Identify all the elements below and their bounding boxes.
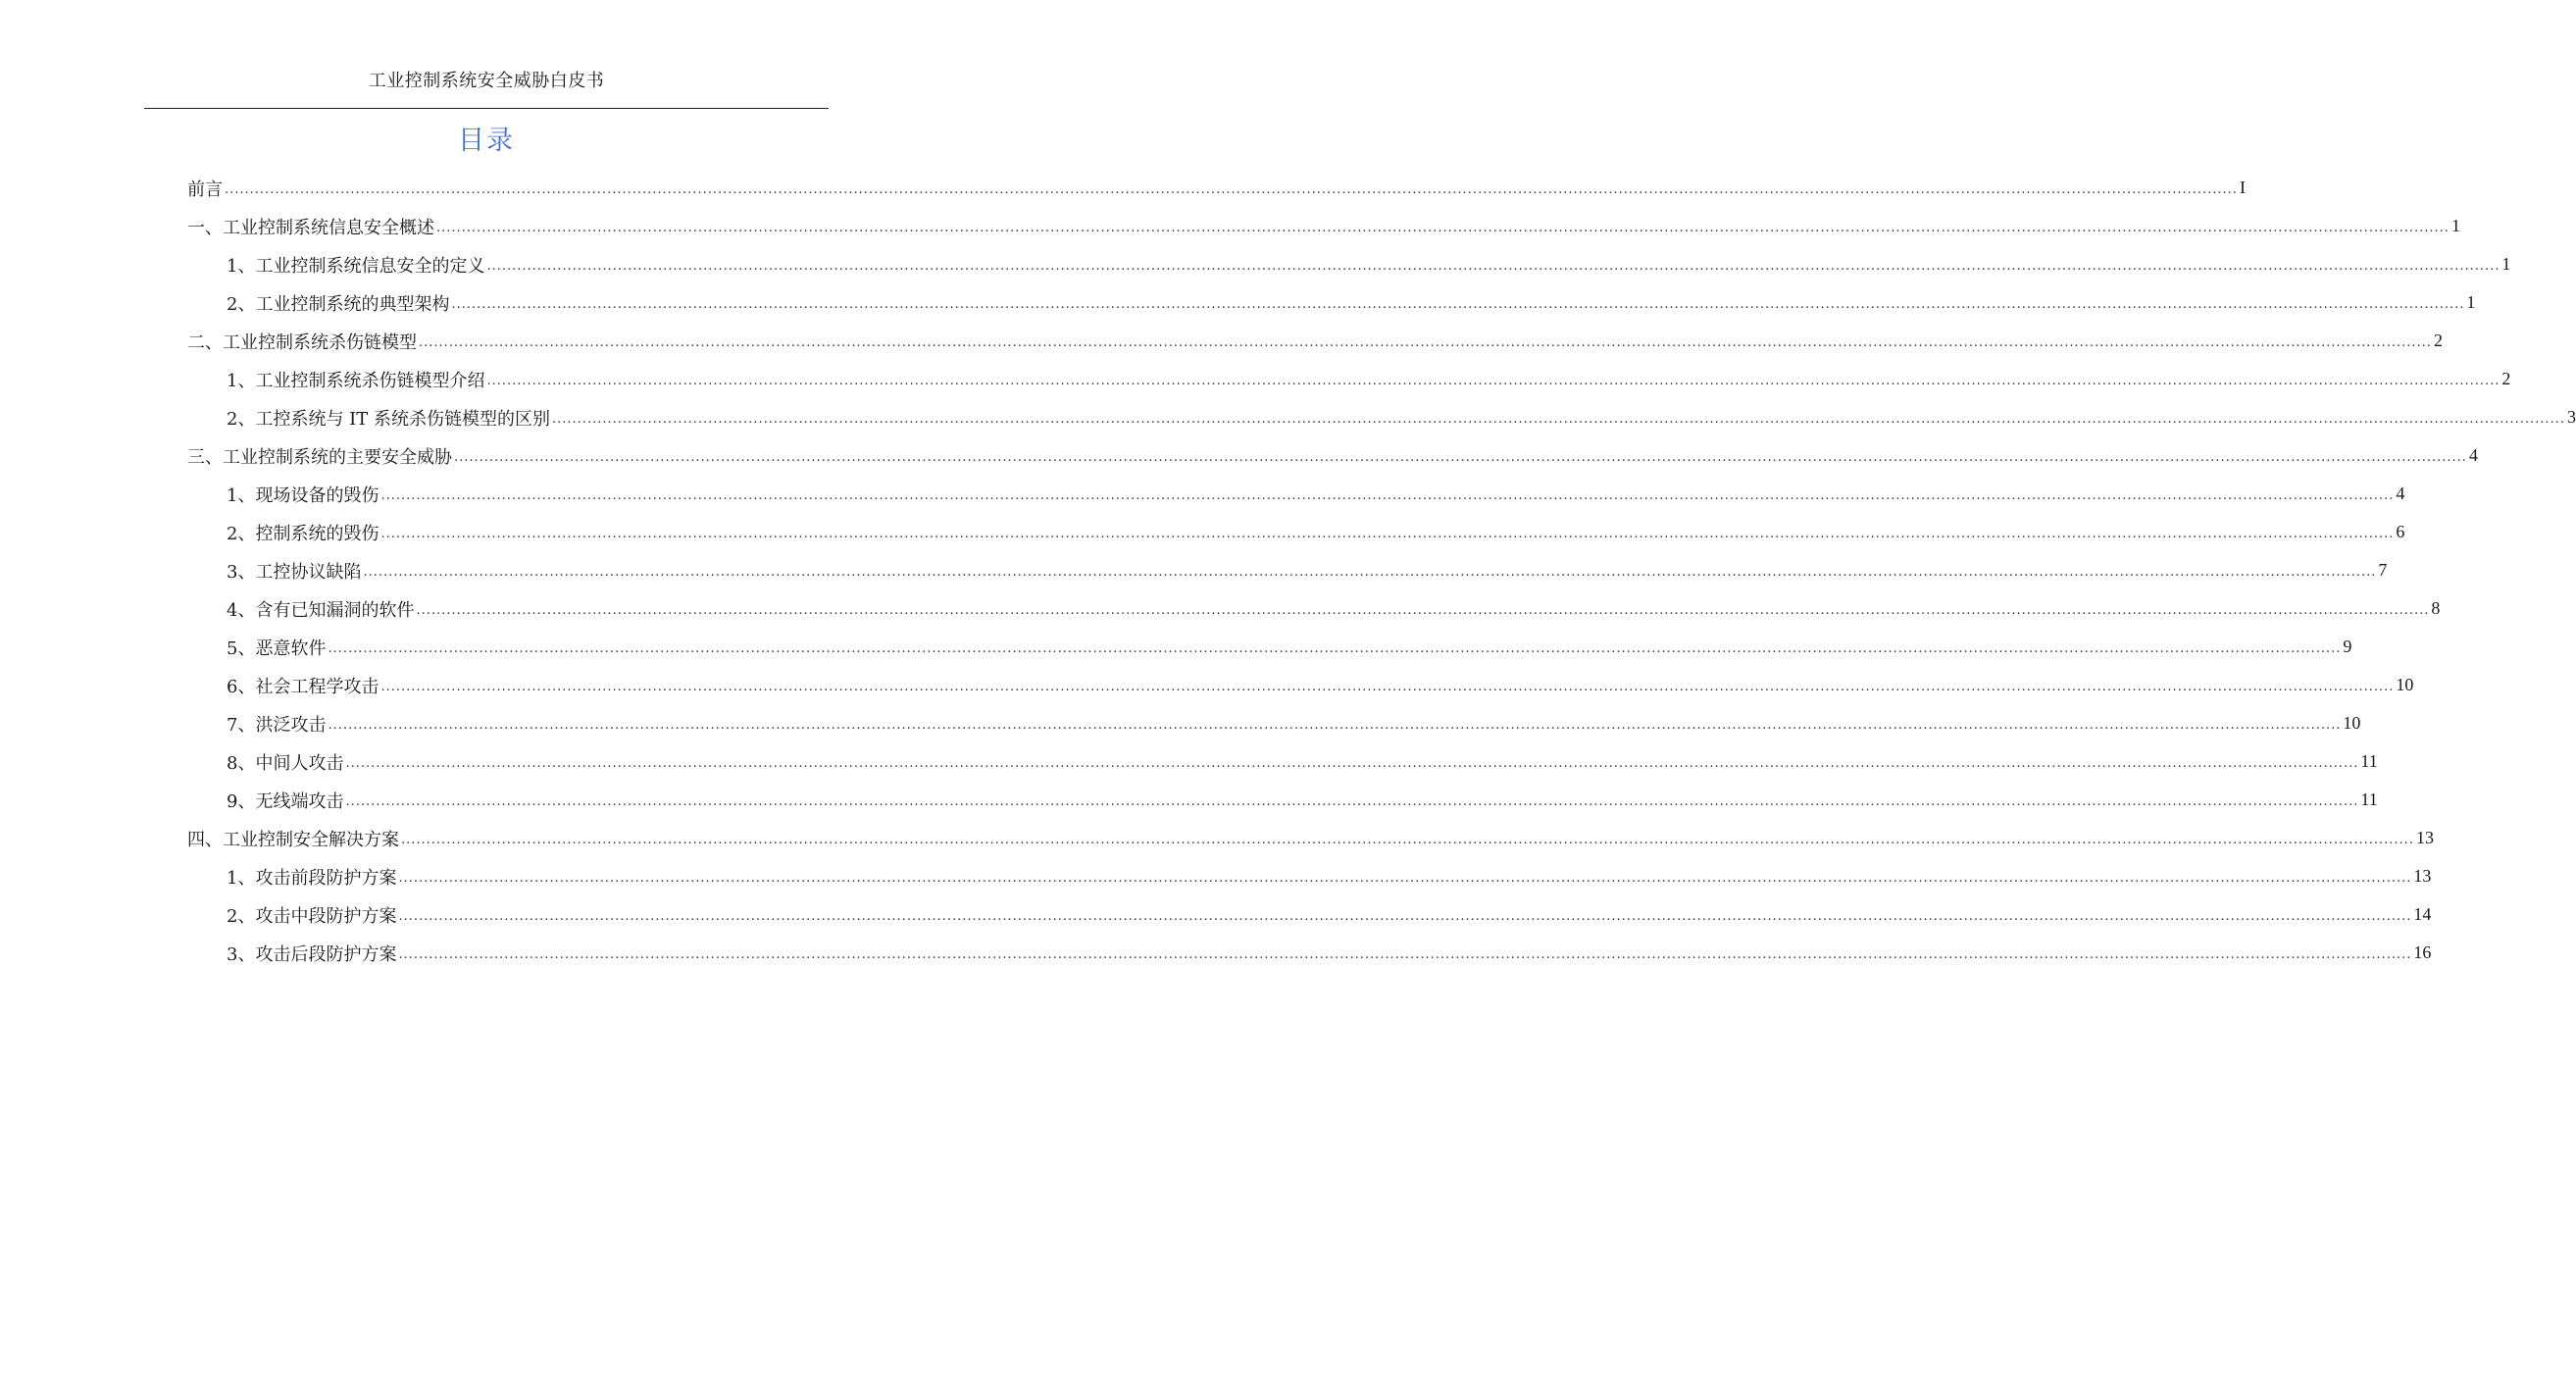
toc-page-number: 13: [2413, 866, 2432, 886]
dot-leader: ................................................................................................................................................................................................................................................................................................................................................................................................................: [486, 374, 2500, 388]
toc-entry[interactable]: [187, 207, 2460, 245]
toc-page-number: 3: [2566, 407, 2576, 427]
toc-entry[interactable]: [227, 742, 2378, 781]
running-header-title: 工业控制系统安全威胁白皮书: [368, 71, 605, 91]
dot-leader: ................................................................................................................................................................................................................................................................................................................................................................................................................: [419, 335, 2432, 350]
toc-title: 目录: [458, 126, 515, 156]
toc-entry[interactable]: [227, 895, 2432, 934]
toc-page-number: 1: [2450, 216, 2460, 235]
dot-leader: ................................................................................................................................................................................................................................................................................................................................................................................................................: [328, 718, 2342, 733]
toc-entry[interactable]: [187, 169, 2246, 207]
toc-page-number: 7: [2378, 560, 2388, 580]
toc-page-number: 6: [2396, 522, 2405, 541]
toc-entry[interactable]: [227, 283, 2476, 322]
dot-leader: ................................................................................................................................................................................................................................................................................................................................................................................................................: [380, 527, 2395, 541]
toc-page-number: I: [2239, 178, 2246, 197]
toc-page-number: 11: [2360, 790, 2378, 809]
toc-entry-text: 三、工业控制系统的主要安全威胁: [187, 446, 452, 468]
dot-leader: ................................................................................................................................................................................................................................................................................................................................................................................................................: [416, 603, 2430, 618]
toc-page-number: 10: [2396, 675, 2414, 694]
toc-entry[interactable]: [227, 398, 2576, 436]
toc-entry-text: 7、洪泛攻击: [227, 714, 327, 736]
toc-entry-text: 6、社会工程学攻击: [227, 676, 379, 697]
toc-page-number: 14: [2413, 904, 2432, 924]
toc-entry-text: 1、工业控制系统杀伤链模型介绍: [227, 370, 485, 391]
toc-page-number: 9: [2343, 637, 2352, 656]
toc-page-number: 8: [2431, 598, 2441, 618]
toc-entry[interactable]: [227, 628, 2352, 666]
toc-entry[interactable]: [227, 781, 2378, 819]
dot-leader: ................................................................................................................................................................................................................................................................................................................................................................................................................: [345, 756, 2359, 771]
dot-leader: ................................................................................................................................................................................................................................................................................................................................................................................................................: [454, 450, 2467, 465]
dot-leader: ................................................................................................................................................................................................................................................................................................................................................................................................................: [398, 871, 2412, 886]
toc-page-number: 4: [2396, 484, 2405, 503]
dot-leader: ................................................................................................................................................................................................................................................................................................................................................................................................................: [225, 182, 2238, 197]
dot-leader: ................................................................................................................................................................................................................................................................................................................................................................................................................: [451, 297, 2465, 312]
toc-entry-text: 前言: [187, 178, 223, 200]
toc-entry-text: 2、控制系统的毁伤: [227, 523, 379, 544]
toc-entry-text: 4、含有已知漏洞的软件: [227, 599, 415, 621]
toc-entry[interactable]: [187, 322, 2443, 360]
toc-entry[interactable]: [227, 475, 2405, 513]
dot-leader: ................................................................................................................................................................................................................................................................................................................................................................................................................: [380, 488, 2395, 503]
toc-entry[interactable]: [227, 934, 2432, 972]
toc-entry[interactable]: [187, 436, 2478, 475]
toc-entry-text: 1、现场设备的毁伤: [227, 484, 379, 506]
toc-entry[interactable]: [227, 551, 2388, 589]
toc-entry-text: 9、无线端攻击: [227, 790, 344, 812]
toc-entry-text: 2、工控系统与 IT 系统杀伤链模型的区别: [227, 408, 551, 430]
dot-leader: ................................................................................................................................................................................................................................................................................................................................................................................................................: [398, 947, 2412, 962]
toc-entry[interactable]: [227, 513, 2405, 551]
header-divider: [144, 108, 829, 109]
toc-entry[interactable]: [227, 666, 2414, 704]
toc-entry-text: 1、攻击前段防护方案: [227, 867, 397, 889]
toc-entry[interactable]: [187, 819, 2434, 857]
dot-leader: ................................................................................................................................................................................................................................................................................................................................................................................................................: [486, 259, 2500, 274]
toc-entry-text: 1、工业控制系统信息安全的定义: [227, 255, 485, 277]
toc-page-number: 4: [2468, 445, 2478, 465]
dot-leader: ................................................................................................................................................................................................................................................................................................................................................................................................................: [328, 641, 2342, 656]
toc-entry-text: 四、工业控制安全解决方案: [187, 829, 399, 850]
dot-leader: ................................................................................................................................................................................................................................................................................................................................................................................................................: [436, 221, 2450, 235]
toc-entry[interactable]: [227, 589, 2441, 628]
toc-page-number: 16: [2413, 943, 2432, 962]
toc-entry-text: 8、中间人攻击: [227, 752, 344, 774]
toc-page-number: 1: [2501, 254, 2511, 274]
toc-entry-text: 2、攻击中段防护方案: [227, 905, 397, 927]
toc-entry-text: 3、攻击后段防护方案: [227, 943, 397, 965]
toc-page-number: 1: [2466, 292, 2476, 312]
toc-page-number: 11: [2360, 751, 2378, 771]
dot-leader: ................................................................................................................................................................................................................................................................................................................................................................................................................: [401, 833, 2414, 847]
toc-entry-text: 2、工业控制系统的典型架构: [227, 293, 450, 315]
dot-leader: ................................................................................................................................................................................................................................................................................................................................................................................................................: [380, 680, 2395, 694]
toc-entry[interactable]: [227, 704, 2361, 742]
dot-leader: ................................................................................................................................................................................................................................................................................................................................................................................................................: [552, 412, 2565, 427]
toc-page-number: 13: [2415, 828, 2434, 847]
toc-entry-text: 5、恶意软件: [227, 637, 327, 659]
toc-page-number: 2: [2501, 369, 2511, 388]
toc-entry-text: 二、工业控制系统杀伤链模型: [187, 331, 417, 353]
toc-entry-text: 一、工业控制系统信息安全概述: [187, 217, 434, 238]
dot-leader: ................................................................................................................................................................................................................................................................................................................................................................................................................: [363, 565, 2377, 580]
toc-entry-text: 3、工控协议缺陷: [227, 561, 362, 583]
toc-page-number: 2: [2433, 331, 2443, 350]
toc-entry[interactable]: [227, 857, 2432, 895]
dot-leader: ................................................................................................................................................................................................................................................................................................................................................................................................................: [345, 794, 2359, 809]
dot-leader: ................................................................................................................................................................................................................................................................................................................................................................................................................: [398, 909, 2412, 924]
toc-entry[interactable]: [227, 360, 2511, 398]
toc-entry[interactable]: [227, 245, 2511, 283]
toc-page-number: 10: [2343, 713, 2361, 733]
